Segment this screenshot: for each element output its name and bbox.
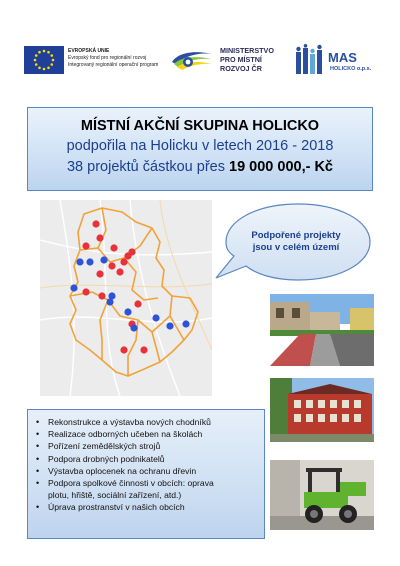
list-item: • Pořízení zemědělských strojů <box>36 440 260 452</box>
eu-line3: Integrovaný regionální operační program <box>68 62 159 68</box>
mas-holicko-logo <box>294 44 384 78</box>
speech-bubble-text <box>236 230 356 254</box>
mas-name: MAS <box>328 50 357 65</box>
mas-figures-icon <box>294 44 326 76</box>
eu-flag-icon <box>24 46 64 74</box>
ministry-logo-text <box>220 46 274 73</box>
ministry-line1: MINISTERSTVO <box>220 46 274 55</box>
list-item: • Rekonstrukce a výstavba nových chodníků <box>36 416 260 428</box>
ministry-line3: ROZVOJ ČR <box>220 64 262 73</box>
region-map <box>40 200 212 396</box>
eu-line1: EVROPSKÁ UNIE <box>68 48 110 54</box>
eu-logo-text <box>68 48 158 69</box>
region-map-graphic <box>40 200 212 396</box>
headline-amount-prefix: 38 projektů částkou přes <box>66 159 229 175</box>
list-item: • Realizace odborných učeben na školách <box>36 428 260 440</box>
speech-bubble <box>214 200 372 286</box>
ministry-swoosh-icon <box>168 48 216 72</box>
supported-projects-list <box>27 409 265 539</box>
list-item: • Podpora drobných podnikatelů <box>36 453 260 465</box>
mas-subtitle: HOLICKO o.p.s. <box>330 66 372 72</box>
list-item: • Výstavba oplocenek na ochranu dřevin <box>36 465 260 477</box>
list-item-continuation: plotu, hřiště, sociální zařízení, atd.) <box>48 490 182 501</box>
photo-sidewalk <box>270 294 374 366</box>
list-item: • Úprava prostranství v našich obcích <box>36 501 260 513</box>
photo-school-building <box>270 378 374 442</box>
headline-amount-line <box>28 156 372 178</box>
eu-logo <box>24 46 186 76</box>
eu-line2: Evropský fond pro regionální rozvoj <box>68 55 147 61</box>
ministry-logo <box>168 44 286 78</box>
list-item: • Podpora spolkové činnosti v obcích: oprava <box>36 477 260 489</box>
photo-agricultural-machine <box>270 460 374 530</box>
logo-strip <box>0 38 400 84</box>
ministry-line2: PRO MÍSTNÍ <box>220 55 262 64</box>
headline-title: MÍSTNÍ AKČNÍ SKUPINA HOLICKO <box>80 118 320 134</box>
headline-amount-value: 19 000 000,- Kč <box>229 159 333 175</box>
headline-box <box>27 107 373 191</box>
bubble-line1: Podpořené projekty <box>251 230 341 241</box>
bubble-line2: jsou v celém území <box>252 242 340 253</box>
headline-subtitle: podpořila na Holicku v letech 2016 - 2018 <box>66 138 334 154</box>
